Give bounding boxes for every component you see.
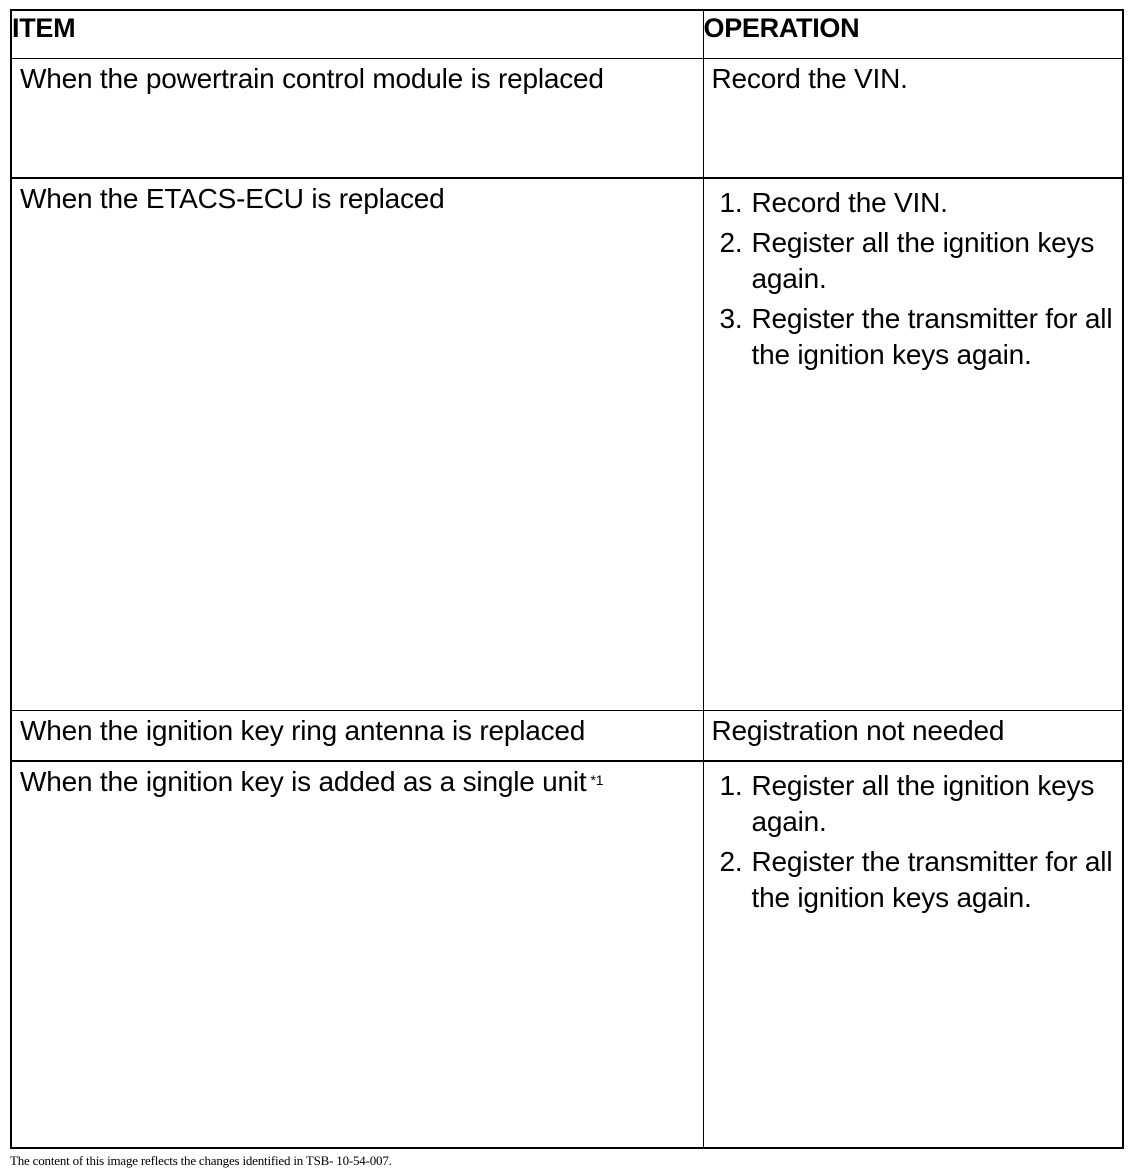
step-number: 2. — [719, 846, 743, 877]
footnote-mark: *1 — [590, 772, 604, 788]
step-text: Record the VIN. — [751, 187, 948, 218]
step-number: 2. — [719, 227, 743, 258]
header-row — [11, 10, 1123, 58]
item-text: When the powertrain control module is replaced — [20, 62, 604, 94]
item-text: When the ignition key ring antenna is replaced — [20, 714, 586, 746]
item-cell — [11, 710, 703, 761]
item-cell — [11, 761, 703, 1148]
item-text: When the ETACS-ECU is replaced — [20, 183, 445, 214]
step-text: Register all the ignition keys again. — [751, 227, 1095, 294]
operation-cell — [703, 710, 1123, 761]
list-item — [720, 185, 1123, 221]
step-number: 1. — [719, 770, 743, 801]
list-item — [720, 768, 1123, 840]
item-cell — [11, 178, 703, 710]
operation-text: Record the VIN. — [711, 62, 908, 94]
operation-table — [10, 9, 1124, 1149]
operation-cell — [703, 178, 1123, 710]
tsb-footnote: The content of this image reflects the changes identified in TSB- 10-54-007. — [10, 1153, 392, 1168]
list-item — [720, 225, 1123, 297]
table-row — [11, 710, 1123, 761]
steps-list — [704, 185, 1123, 373]
table-row — [11, 178, 1123, 710]
step-text: Register the transmitter for all the ignition keys again. — [751, 846, 1113, 913]
step-text: Register all the ignition keys again. — [751, 770, 1095, 837]
list-item — [720, 301, 1123, 373]
steps-list — [704, 768, 1123, 916]
table-row — [11, 58, 1123, 178]
header-operation: OPERATION — [703, 10, 1123, 58]
step-number: 3. — [719, 303, 743, 334]
operation-text: Registration not needed — [711, 714, 1005, 746]
item-cell — [11, 58, 703, 178]
step-number: 1. — [719, 187, 743, 218]
operation-cell — [703, 58, 1123, 178]
list-item — [720, 844, 1123, 916]
header-item: ITEM — [11, 10, 703, 58]
operation-cell — [703, 761, 1123, 1148]
table-row — [11, 761, 1123, 1148]
item-text-wrap — [12, 762, 703, 800]
item-text: When the ignition key is added as a single unit — [20, 766, 587, 797]
step-text: Register the transmitter for all the ignition keys again. — [751, 303, 1113, 370]
